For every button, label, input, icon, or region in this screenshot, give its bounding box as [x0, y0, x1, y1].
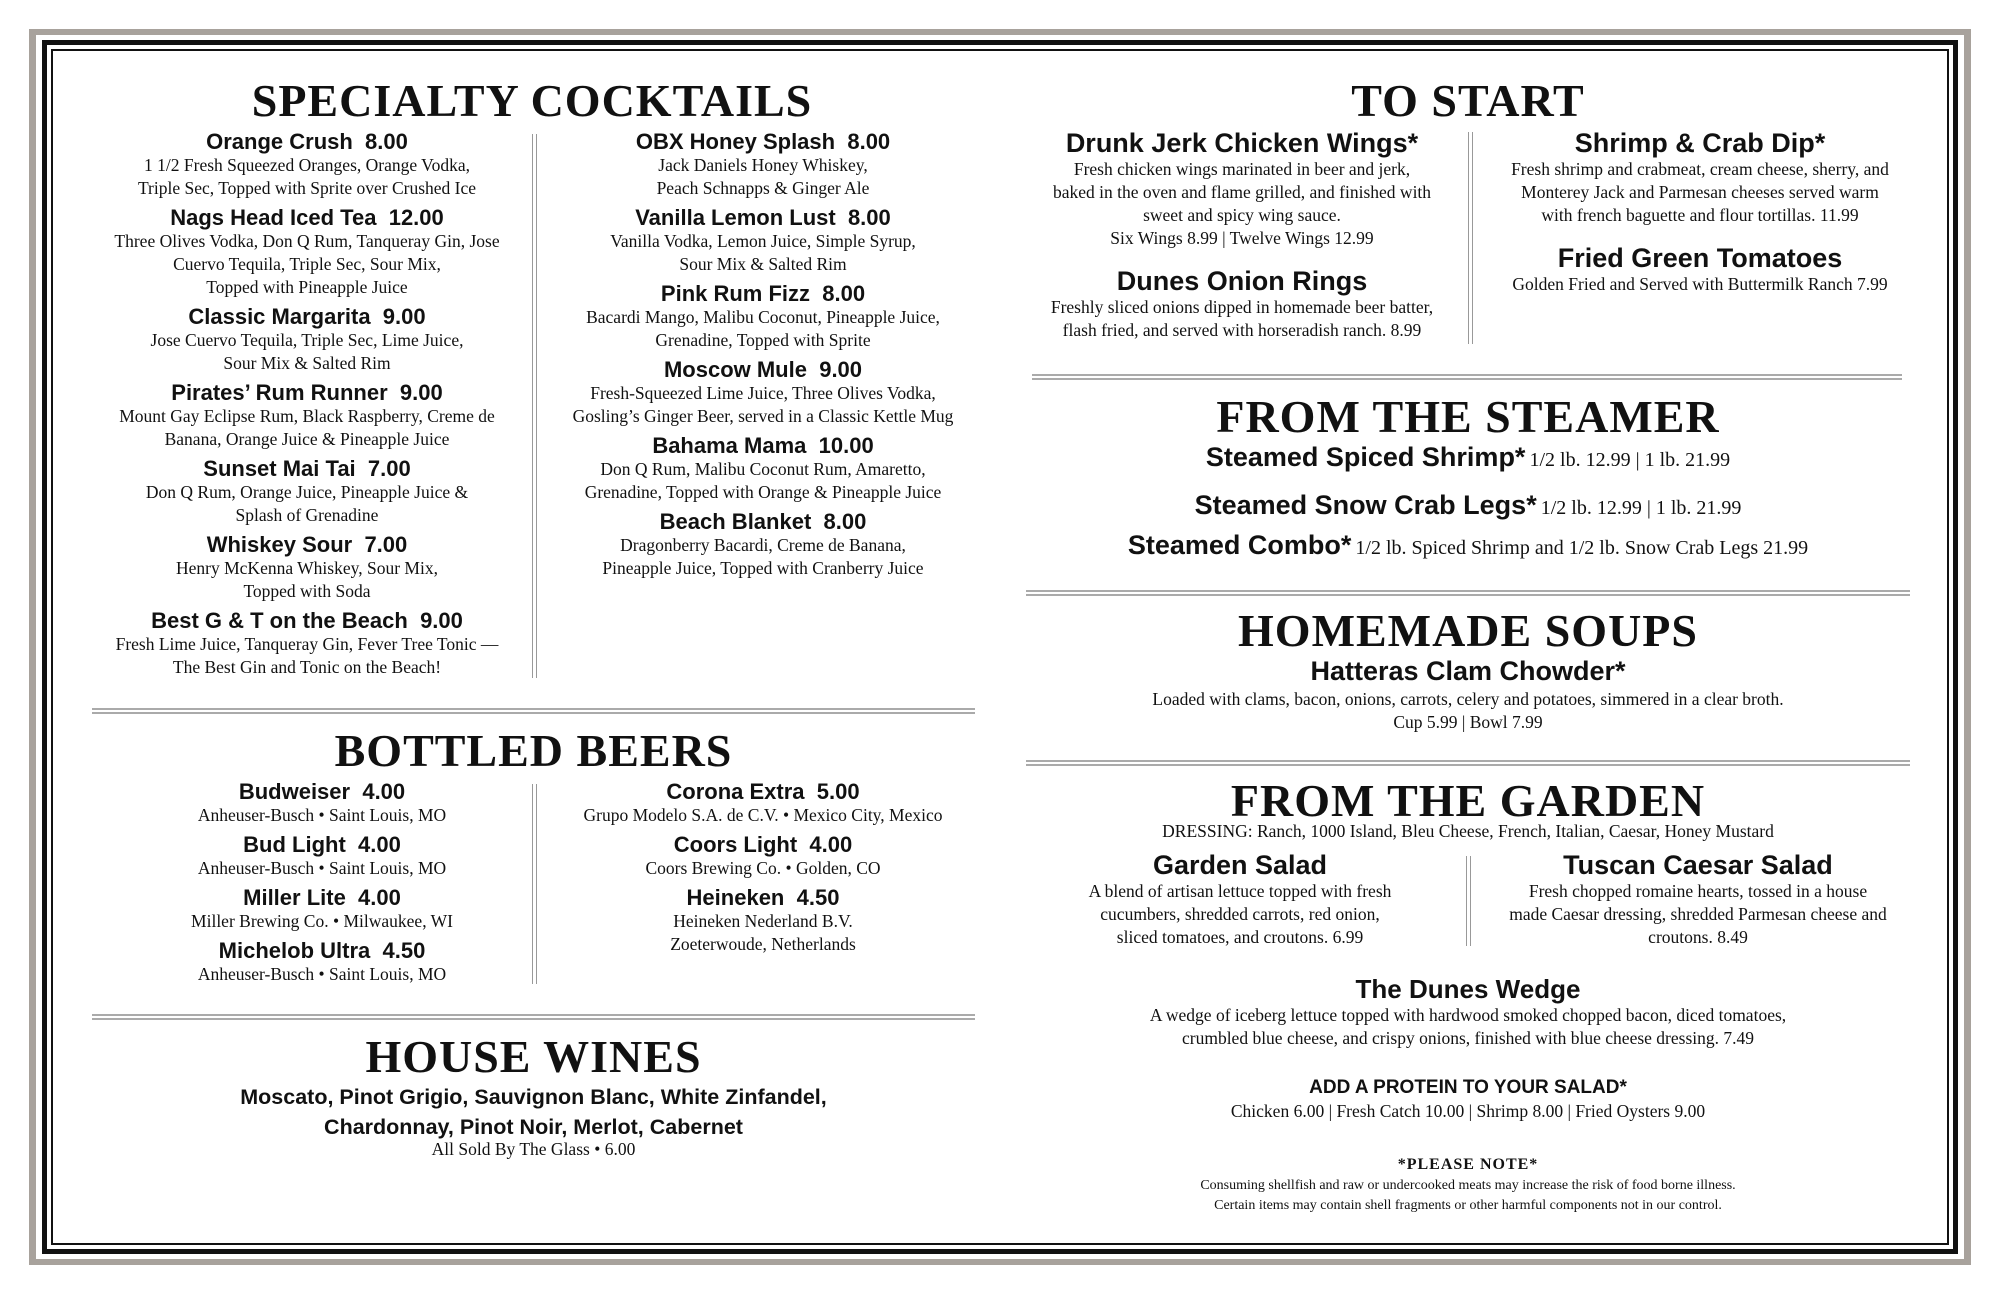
menu-item-description: Dragonberry Bacardi, Creme de Banana,: [620, 535, 906, 555]
menu-item-description: Pineapple Juice, Topped with Cranberry Juice: [602, 558, 924, 578]
steamer-item: [1020, 490, 1916, 521]
menu-item-description: sweet and spicy wing sauce.: [1143, 205, 1341, 225]
spacer: [352, 532, 364, 557]
divider: [1026, 760, 1910, 766]
menu-item-name: Classic Margarita: [188, 304, 371, 329]
menu-item: [92, 381, 522, 451]
menu-item-name: Bud Light: [243, 832, 346, 857]
menu-item-description: Heineken Nederland B.V.: [673, 911, 853, 931]
menu-item-title: [1022, 266, 1462, 296]
menu-item-description: Freshly sliced onions dipped in homemade beer batter,: [1050, 297, 1434, 317]
menu-item-description: Cuervo Tequila, Triple Sec, Sour Mix,: [173, 254, 441, 274]
menu-item-description: Monterey Jack and Parmesan cheeses served warm: [1521, 182, 1879, 202]
spacer: [836, 205, 848, 230]
menu-item-description: Gosling’s Ginger Beer, served in a Classic Kettle Mug: [572, 406, 954, 426]
steamer-item-name: Steamed Spiced Shrimp*: [1205, 442, 1526, 472]
menu-item-title: [92, 609, 522, 633]
menu-item-description: Don Q Rum, Orange Juice, Pineapple Juice &: [145, 482, 469, 502]
menu-item-description: Fresh shrimp and crabmeat, cream cheese, sherry, and: [1511, 159, 1889, 179]
menu-item-description: Miller Brewing Co. • Milwaukee, WI: [191, 911, 453, 931]
menu-item-name: Nags Head Iced Tea: [170, 205, 377, 230]
menu-item-price: 7.00: [364, 532, 408, 557]
menu-item-title: [122, 939, 522, 963]
caesar-salad: [1480, 850, 1916, 949]
beers-right-column: [548, 780, 978, 962]
menu-item-title: [548, 510, 978, 534]
start-title: TO START: [1351, 75, 1585, 126]
cocktails-left-column: [92, 130, 522, 685]
spacer: [784, 885, 796, 910]
protein-title: ADD A PROTEIN TO YOUR SALAD*: [1309, 1077, 1627, 1098]
wines-list-line-1: Moscato, Pinot Grigio, Sauvignon Blanc, White Zinfandel,: [240, 1085, 827, 1109]
menu-item-description: Anheuser-Busch • Saint Louis, MO: [197, 858, 447, 878]
menu-item-title: [548, 358, 978, 382]
menu-item-price: 8.00: [822, 281, 866, 306]
menu-item-description: flash fried, and served with horseradish ranch. 8.99: [1062, 320, 1422, 340]
menu-item-name: Miller Lite: [243, 885, 346, 910]
menu-item-title: [548, 206, 978, 230]
soup-prices: Cup 5.99 | Bowl 7.99: [1393, 712, 1543, 732]
menu-item-name: Sunset Mai Tai: [203, 456, 356, 481]
menu-item-price: 4.00: [809, 832, 853, 857]
menu-item-name: Vanilla Lemon Lust: [635, 205, 836, 230]
menu-item-title: [548, 434, 978, 458]
menu-item-price: 12.00: [388, 205, 444, 230]
divider: [1032, 374, 1902, 380]
menu-item-description: Splash of Grenadine: [235, 505, 379, 525]
beers-title: BOTTLED BEERS: [334, 725, 733, 776]
menu-item-title: [92, 305, 522, 329]
menu-item-name: Pirates’ Rum Runner: [171, 380, 388, 405]
menu-item: [548, 780, 978, 827]
menu-item-description: Banana, Orange Juice & Pineapple Juice: [164, 429, 450, 449]
menu-item: [548, 886, 978, 956]
spacer: [805, 779, 817, 804]
menu-item: [548, 833, 978, 880]
menu-item-title: [548, 282, 978, 306]
menu-item-description: Fresh Lime Juice, Tanqueray Gin, Fever Tree Tonic —: [115, 634, 499, 654]
beers-left-column: [122, 780, 522, 992]
please-note-title: *PLEASE NOTE*: [1397, 1156, 1539, 1173]
start-right-column: [1482, 128, 1918, 312]
menu-item-title: [92, 533, 522, 557]
spacer: [371, 304, 383, 329]
steamer-item-name: Steamed Snow Crab Legs*: [1194, 490, 1537, 520]
spacer: [350, 779, 362, 804]
menu-item: [122, 886, 522, 933]
cocktails-title: SPECIALTY COCKTAILS: [251, 75, 813, 126]
menu-item-description: Peach Schnapps & Ginger Ale: [656, 178, 870, 198]
menu-item-price: 4.50: [796, 885, 840, 910]
menu-item-title: [1482, 243, 1918, 273]
cocktails-divider: [532, 134, 537, 678]
menu-item: [92, 305, 522, 375]
menu-item-description: Grenadine, Topped with Orange & Pineapple Juice: [584, 482, 942, 502]
divider: [92, 1014, 975, 1020]
spacer: [346, 832, 358, 857]
steamer-item-price: 1/2 lb. Spiced Shrimp and 1/2 lb. Snow Crab Legs 21.99: [1355, 537, 1809, 559]
steamer-item-price: 1/2 lb. 12.99 | 1 lb. 21.99: [1540, 497, 1742, 519]
soups-title: HOMEMADE SOUPS: [1238, 605, 1698, 656]
menu-item-name: Fried Green Tomatoes: [1557, 243, 1843, 273]
menu-item-description: Golden Fried and Served with Buttermilk Ranch 7.99: [1512, 274, 1888, 294]
menu-item-name: Heineken: [686, 885, 785, 910]
menu-item-name: Dunes Onion Rings: [1116, 266, 1368, 296]
spacer: [835, 129, 847, 154]
menu-item-description: Topped with Pineapple Juice: [206, 277, 408, 297]
menu-item-description: with french baguette and flour tortillas. 11.99: [1541, 205, 1859, 225]
menu-item-name: Budweiser: [238, 779, 351, 804]
spacer: [388, 380, 400, 405]
divider: [1026, 590, 1910, 596]
salad-desc-line: A wedge of iceberg lettuce topped with hardwood smoked chopped bacon, diced tomatoes,: [1149, 1005, 1787, 1025]
menu-item-description: Mount Gay Eclipse Rum, Black Raspberry, Creme de: [119, 406, 495, 426]
menu-item-name: Shrimp & Crab Dip*: [1574, 128, 1826, 158]
steamer-title: FROM THE STEAMER: [1216, 391, 1720, 442]
spacer: [353, 129, 365, 154]
menu-item-title: [1482, 128, 1918, 158]
menu-item-description: Fresh chicken wings marinated in beer and jerk,: [1073, 159, 1411, 179]
spacer: [356, 456, 368, 481]
menu-item-name: Coors Light: [673, 832, 798, 857]
menu-item-price: 9.00: [382, 304, 426, 329]
start-divider: [1468, 132, 1473, 344]
menu-item-description: Three Olives Vodka, Don Q Rum, Tanqueray Gin, Jose: [114, 231, 500, 251]
menu-item-description: Henry McKenna Whiskey, Sour Mix,: [176, 558, 438, 578]
garden-salad: [1030, 850, 1450, 949]
wines-list-line-2: Chardonnay, Pinot Noir, Merlot, Cabernet: [324, 1115, 743, 1139]
menu-item-description: Topped with Soda: [243, 581, 371, 601]
spacer: [376, 205, 388, 230]
menu-item-description: Fresh-Squeezed Lime Juice, Three Olives Vodka,: [590, 383, 936, 403]
menu-item-name: Best G & T on the Beach: [151, 608, 408, 633]
menu-item-description: Grenadine, Topped with Sprite: [655, 330, 871, 350]
garden-divider: [1466, 856, 1471, 946]
menu-item: [1022, 128, 1462, 250]
menu-item-description: Zoeterwoude, Netherlands: [670, 934, 856, 954]
steamer-item-price: 1/2 lb. 12.99 | 1 lb. 21.99: [1529, 449, 1731, 471]
salad-desc-line: A blend of artisan lettuce topped with fresh: [1088, 881, 1392, 901]
beers-divider: [532, 784, 537, 984]
protein-options: Chicken 6.00 | Fresh Catch 10.00 | Shrimp 8.00 | Fried Oysters 9.00: [1230, 1101, 1706, 1121]
dunes-wedge: [1020, 974, 1916, 1050]
start-left-column: [1022, 128, 1462, 358]
spacer: [370, 938, 382, 963]
menu-item-title: [92, 206, 522, 230]
menu-item-price: 8.00: [365, 129, 408, 154]
menu-item-name: Orange Crush: [206, 129, 353, 154]
menu-item: [122, 833, 522, 880]
menu-item-name: OBX Honey Splash: [635, 129, 836, 154]
menu-item-description: Triple Sec, Topped with Sprite over Crushed Ice: [137, 178, 477, 198]
please-note-line: Certain items may contain shell fragments or other harmful components not in our control.: [1214, 1198, 1722, 1213]
menu-item-name: Drunk Jerk Chicken Wings*: [1065, 128, 1419, 158]
menu-item-title: [548, 833, 978, 857]
spacer: [810, 281, 822, 306]
menu-item-description: 1 1/2 Fresh Squeezed Oranges, Orange Vodka,: [144, 155, 470, 175]
menu-item-title: [122, 780, 522, 804]
menu-item: [122, 939, 522, 986]
menu-item-description: baked in the oven and flame grilled, and finished with: [1052, 182, 1432, 202]
spacer: [346, 885, 358, 910]
menu-item-price: 4.00: [358, 832, 401, 857]
menu-item: [548, 130, 978, 200]
menu-item-title: [92, 457, 522, 481]
menu-item-description: Sour Mix & Salted Rim: [223, 353, 391, 373]
menu-item: [1022, 266, 1462, 342]
wines-note: All Sold By The Glass • 6.00: [431, 1139, 636, 1159]
spacer: [408, 608, 420, 633]
menu-item-price: 8.00: [823, 509, 867, 534]
menu-item-description: Coors Brewing Co. • Golden, CO: [645, 858, 881, 878]
menu-item-name: Bahama Mama: [652, 433, 807, 458]
menu-item-description: Anheuser-Busch • Saint Louis, MO: [197, 964, 447, 984]
menu-item-description: Six Wings 8.99 | Twelve Wings 12.99: [1110, 228, 1374, 248]
menu-item: [122, 780, 522, 827]
menu-item: [548, 510, 978, 580]
spacer: [811, 509, 823, 534]
menu-item: [548, 358, 978, 428]
menu-item: [1482, 128, 1918, 227]
spacer: [807, 357, 819, 382]
menu-item-description: Don Q Rum, Malibu Coconut Rum, Amaretto,: [600, 459, 926, 479]
menu-item: [548, 282, 978, 352]
menu-item-description: Anheuser-Busch • Saint Louis, MO: [197, 805, 447, 825]
menu-item-title: [122, 833, 522, 857]
menu-item-price: 4.50: [382, 938, 426, 963]
menu-item-price: 10.00: [818, 433, 874, 458]
salad-desc-line: sliced tomatoes, and croutons. 6.99: [1116, 927, 1364, 947]
menu-item: [548, 206, 978, 276]
menu-item-name: Michelob Ultra: [218, 938, 371, 963]
menu-item-title: [1022, 128, 1462, 158]
salad-desc-line: crumbled blue cheese, and crispy onions, finished with blue cheese dressing. 7.49: [1181, 1028, 1754, 1048]
menu-item: [92, 130, 522, 200]
menu-item-name: Pink Rum Fizz: [660, 281, 811, 306]
dressing-list: DRESSING: Ranch, 1000 Island, Bleu Cheese, French, Italian, Caesar, Honey Mustard: [1162, 821, 1774, 841]
menu-item-description: Sour Mix & Salted Rim: [679, 254, 847, 274]
steamer-item: [1020, 530, 1916, 561]
menu-item: [92, 609, 522, 679]
steamer-item: [1020, 442, 1916, 473]
menu-item-price: 8.00: [847, 205, 891, 230]
soup-name: Hatteras Clam Chowder*: [1310, 656, 1626, 686]
menu-item-price: 7.00: [367, 456, 411, 481]
menu-item: [92, 206, 522, 299]
menu-item-name: Beach Blanket: [659, 509, 812, 534]
menu-item-name: Corona Extra: [666, 779, 805, 804]
menu-item-name: Whiskey Sour: [206, 532, 353, 557]
menu-item: [92, 533, 522, 603]
menu-item-price: 9.00: [420, 608, 463, 633]
menu-item-title: [548, 886, 978, 910]
spacer: [797, 832, 809, 857]
menu-item-title: [92, 130, 522, 154]
salad-name: The Dunes Wedge: [1355, 974, 1581, 1004]
menu-item-price: 9.00: [819, 357, 863, 382]
menu-item-title: [548, 130, 978, 154]
menu-item: [92, 457, 522, 527]
menu-item-price: 4.00: [362, 779, 406, 804]
menu-item: [548, 434, 978, 504]
salad-name: Garden Salad: [1152, 850, 1328, 880]
steamer-item-name: Steamed Combo*: [1127, 530, 1352, 560]
wines-title: HOUSE WINES: [365, 1031, 702, 1082]
menu-item-description: Vanilla Vodka, Lemon Juice, Simple Syrup,: [610, 231, 916, 251]
salad-desc-line: Fresh chopped romaine hearts, tossed in a house: [1528, 881, 1868, 901]
menu-item-description: Jose Cuervo Tequila, Triple Sec, Lime Juice,: [150, 330, 464, 350]
menu-item-description: Grupo Modelo S.A. de C.V. • Mexico City, Mexico: [583, 805, 943, 825]
menu-item-description: Jack Daniels Honey Whiskey,: [658, 155, 868, 175]
cocktails-right-column: [548, 130, 978, 586]
salad-desc-line: made Caesar dressing, shredded Parmesan cheese and: [1509, 904, 1887, 924]
spacer: [806, 433, 818, 458]
garden-title: FROM THE GARDEN: [1230, 775, 1706, 826]
menu-item-title: [122, 886, 522, 910]
menu-item-description: The Best Gin and Tonic on the Beach!: [172, 657, 442, 677]
menu-item-description: Bacardi Mango, Malibu Coconut, Pineapple Juice,: [586, 307, 940, 327]
salad-desc-line: cucumbers, shredded carrots, red onion,: [1100, 904, 1380, 924]
menu-item-price: 9.00: [399, 380, 443, 405]
menu-item-name: Moscow Mule: [663, 357, 807, 382]
soup-description: Loaded with clams, bacon, onions, carrots, celery and potatoes, simmered in a clear broth.: [1152, 689, 1784, 709]
salad-name: Tuscan Caesar Salad: [1563, 850, 1833, 880]
salad-desc-line: croutons. 8.49: [1648, 927, 1748, 947]
menu-item-price: 4.00: [358, 885, 401, 910]
please-note-line: Consuming shellfish and raw or undercooked meats may increase the risk of food borne illness.: [1200, 1178, 1736, 1193]
menu-item: [1482, 243, 1918, 296]
divider: [92, 708, 975, 714]
menu-item-title: [548, 780, 978, 804]
menu-item-price: 5.00: [816, 779, 860, 804]
menu-item-title: [92, 381, 522, 405]
menu-item-price: 8.00: [847, 129, 891, 154]
